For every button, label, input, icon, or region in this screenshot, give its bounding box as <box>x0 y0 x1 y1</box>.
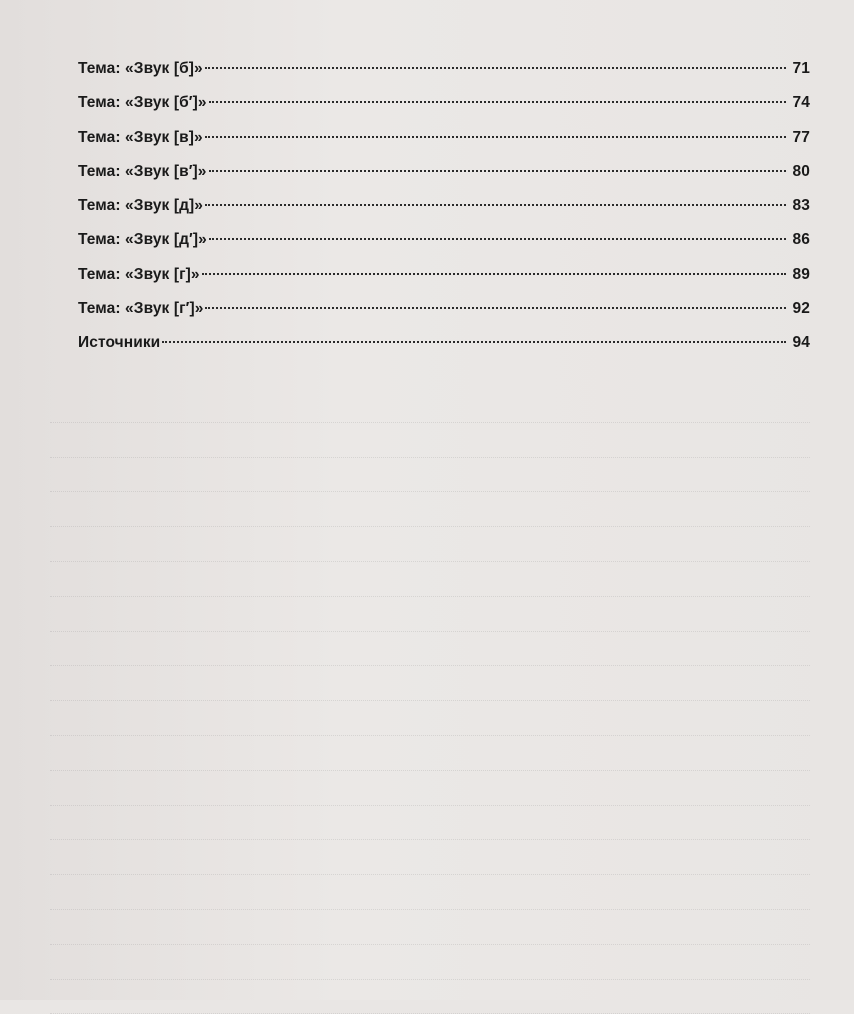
toc-entry[interactable] <box>78 60 810 94</box>
toc-entry[interactable] <box>78 94 810 128</box>
dot-leader <box>205 204 786 206</box>
toc-entry-title: Тема: «Звук [г′]» <box>78 300 204 318</box>
show-through-line <box>50 840 810 875</box>
show-through-line <box>50 736 810 771</box>
show-through-line <box>50 771 810 806</box>
show-through-line <box>50 632 810 667</box>
dot-leader <box>205 307 786 309</box>
show-through-line <box>50 666 810 701</box>
toc-entry[interactable] <box>78 300 810 334</box>
dot-leader <box>209 238 786 240</box>
show-through-line <box>50 806 810 841</box>
toc-entry-page: 80 <box>792 162 810 180</box>
show-through-line <box>50 701 810 736</box>
toc-entry-page: 94 <box>792 334 810 352</box>
toc-entry-page: 89 <box>792 265 810 283</box>
show-through-line <box>50 910 810 945</box>
dot-leader <box>205 136 786 138</box>
toc-entry-page: 86 <box>792 231 810 249</box>
toc-entry-page: 83 <box>792 197 810 215</box>
show-through-line <box>50 423 810 458</box>
toc-entry[interactable] <box>78 266 810 300</box>
show-through-line <box>50 527 810 562</box>
dot-leader <box>162 341 786 343</box>
dot-leader <box>202 273 786 275</box>
toc-entry[interactable] <box>78 163 810 197</box>
toc-entry-title: Тема: «Звук [в]» <box>78 128 203 146</box>
toc-entry-sources[interactable] <box>78 334 810 368</box>
dot-leader <box>209 101 786 103</box>
table-of-contents <box>78 60 810 369</box>
show-through-line <box>50 458 810 493</box>
show-through-line <box>50 875 810 910</box>
show-through-line <box>50 980 810 1014</box>
toc-entry[interactable] <box>78 129 810 163</box>
toc-entry-title: Тема: «Звук [д]» <box>78 197 204 215</box>
show-through-line <box>50 562 810 597</box>
toc-entry-page: 92 <box>792 300 810 318</box>
toc-entry-page: 71 <box>792 60 810 77</box>
show-through-line <box>50 388 810 423</box>
show-through-line <box>50 945 810 980</box>
toc-entry[interactable] <box>78 197 810 231</box>
toc-entry-title: Источники <box>78 334 161 352</box>
dot-leader <box>209 170 786 172</box>
toc-entry-title: Тема: «Звук [д′]» <box>78 231 207 249</box>
show-through-lines <box>50 388 810 1014</box>
show-through-line <box>50 492 810 527</box>
toc-entry-title: Тема: «Звук [г]» <box>78 265 200 283</box>
toc-entry-title: Тема: «Звук [б′]» <box>78 94 207 112</box>
toc-entry[interactable] <box>78 231 810 265</box>
toc-entry-page: 74 <box>792 94 810 112</box>
toc-entry-page: 77 <box>792 128 810 146</box>
toc-entry-title: Тема: «Звук [в′]» <box>78 162 207 180</box>
dot-leader <box>205 67 786 69</box>
show-through-line <box>50 597 810 632</box>
toc-entry-title: Тема: «Звук [б]» <box>78 60 203 77</box>
